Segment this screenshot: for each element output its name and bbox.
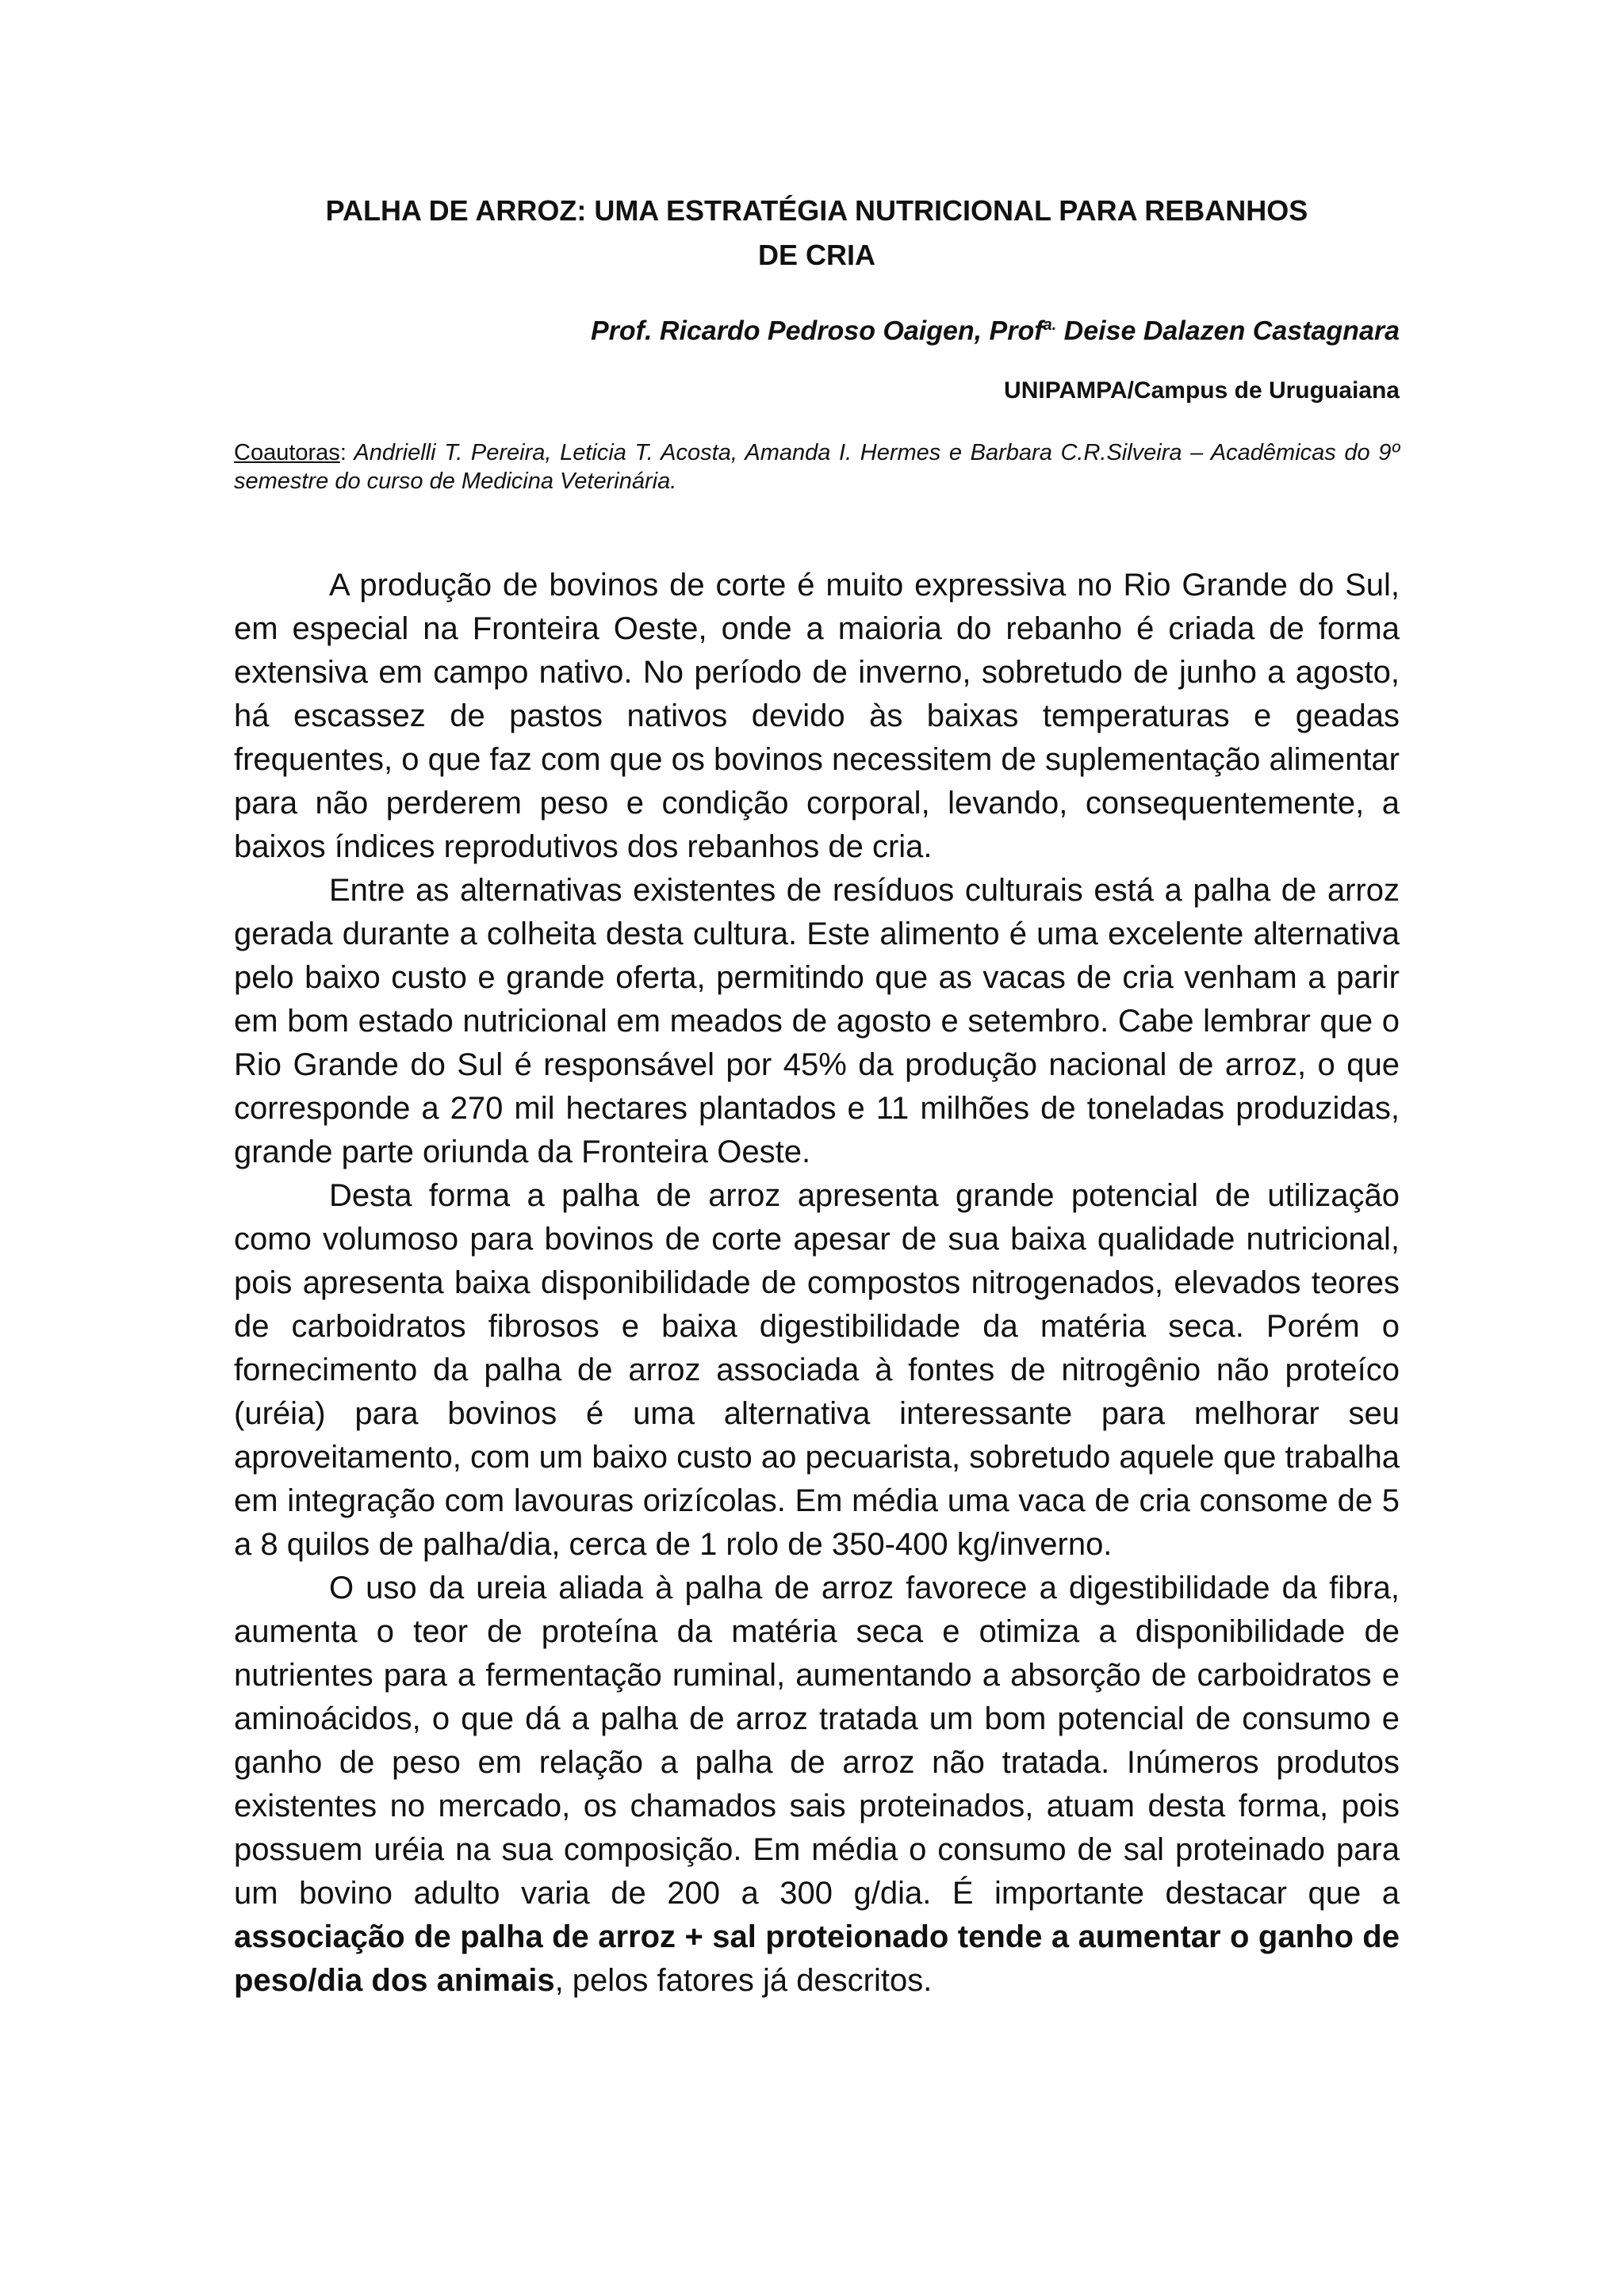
affiliation: UNIPAMPA/Campus de Uruguaiana: [1004, 377, 1400, 404]
coauthors-label: Coautoras: [234, 440, 340, 466]
paragraph-4-highlight: associação de palha de arroz + sal proteionado tende a aumentar o ganho de peso/dia dos animais: [234, 1919, 1400, 1999]
authors-part-1: Prof. Ricardo Pedroso Oaigen, Prof: [591, 316, 1044, 346]
paragraph-4-end: , pelos fatores já descritos.: [554, 1963, 933, 1999]
title-line-2: DE CRIA: [757, 239, 875, 271]
paragraph-2: Entre as alternativas existentes de resíduos culturais está a palha de arroz gerada durante a colheita desta cultura. Este alimento é uma excelente alternativa pelo baixo custo e grande oferta, permitindo que as vacas de cria venham a parir em bom estado nutricional em meados de agosto e setembro. Cabe lembrar que o Rio Grande do Sul é responsável por 45% da produção nacional de arroz, o que corresponde a 270 mil hectares plantados e 11 milhões de toneladas produzidas, grande parte oriunda da Fronteira Oeste.: [234, 873, 1400, 1170]
authors-part-2: Deise Dalazen Castagnara: [1056, 316, 1400, 346]
paragraph-3: Desta forma a palha de arroz apresenta grande potencial de utilização como volumoso para bovinos de corte apesar de sua baixa qualidade nutricional, pois apresenta baixa disponibilidade de compostos nitrogenados, elevados teores de carboidratos fibrosos e baixa digestibilidade da matéria seca. Porém o fornecimento da palha de arroz associada à fontes de nitrogênio não proteíco (uréia) para bovinos é uma alternativa interessante para melhorar seu aproveitamento, com um baixo custo ao pecuarista, sobretudo aquele que trabalha em integração com lavouras orizícolas. Em média uma vaca de cria consome de 5 a 8 quilos de palha/dia, cerca de 1 rolo de 350-400 kg/inverno.: [234, 1178, 1400, 1563]
title-line-1: PALHA DE ARROZ: UMA ESTRATÉGIA NUTRICIONAL PARA REBANHOS: [325, 194, 1308, 227]
document-title: [234, 189, 1400, 277]
paragraph-4-start: O uso da ureia aliada à palha de arroz favorece a digestibilidade da fibra, aumenta o teor de proteína da matéria seca e otimiza a disponibilidade de nutrientes para a fermentação ruminal, aumentando a absorção de carboidratos e aminoácidos, o que dá a palha de arroz tratada um bom potencial de consumo e ganho de peso em relação a palha de arroz não tratada. Inúmeros produtos existentes no mercado, os chamados sais proteinados, atuam desta forma, pois possuem uréia na sua composição. Em média o consumo de sal proteinado para um bovino adulto varia de 200 a 300 g/dia. É importante destacar que a: [234, 1571, 1400, 1911]
paragraph-4: [234, 1567, 1400, 2003]
authors-superscript: a.: [1043, 316, 1057, 334]
authors-line: [234, 309, 1400, 346]
coauthors-colon: :: [339, 440, 347, 466]
document-page: [234, 189, 1400, 2003]
paragraph-1: A produção de bovinos de corte é muito expressiva no Rio Grande do Sul, em especial na Fronteira Oeste, onde a maioria do rebanho é criada de forma extensiva em campo nativo. No período de inverno, sobretudo de junho a agosto, há escassez de pastos nativos devido às baixas temperaturas e geadas frequentes, o que faz com que os bovinos necessitem de suplementação alimentar para não perderem peso e condição corporal, levando, consequentemente, a baixos índices reprodutivos dos rebanhos de cria.: [234, 568, 1400, 865]
coauthors-block: [234, 438, 1400, 496]
coauthors-names: Andrielli T. Pereira, Leticia T. Acosta, Amanda I. Hermes e Barbara C.R.Silveira – Acadêmicas do 9º semestre do curso de Medicina Veterinária.: [234, 440, 1400, 495]
article-body: [234, 564, 1400, 2003]
